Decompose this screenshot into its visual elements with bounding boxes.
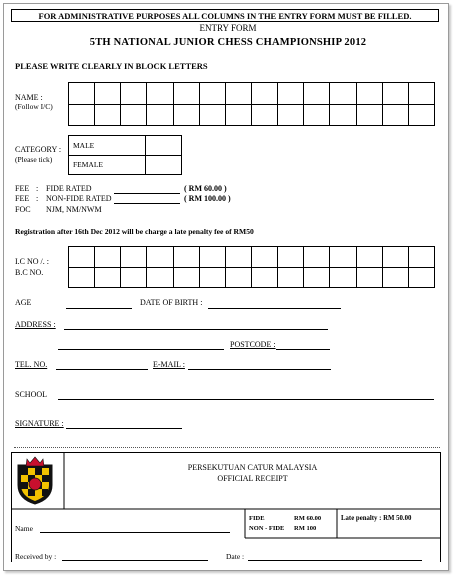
bc-no-label: B.C NO. bbox=[15, 268, 44, 277]
admin-notice: FOR ADMINISTRATIVE PURPOSES ALL COLUMNS IN THE ENTRY FORM MUST BE FILLED. bbox=[11, 9, 439, 22]
block-letters-instruction: PLEASE WRITE CLEARLY IN BLOCK LETTERS bbox=[15, 61, 208, 71]
ic-digit-cell[interactable] bbox=[251, 247, 277, 268]
ic-digit-cell[interactable] bbox=[304, 247, 330, 268]
ic-digit-cell[interactable] bbox=[69, 247, 95, 268]
ic-digit-cell[interactable] bbox=[173, 267, 199, 288]
name-letter-cell[interactable] bbox=[121, 104, 147, 126]
ic-digit-cell[interactable] bbox=[382, 247, 408, 268]
category-option-female: FEMALE bbox=[69, 155, 146, 175]
name-letter-cell[interactable] bbox=[304, 104, 330, 126]
dob-label: DATE OF BIRTH : bbox=[140, 298, 203, 307]
name-letter-cell[interactable] bbox=[199, 104, 225, 126]
form-title: ENTRY FORM bbox=[199, 23, 257, 33]
name-letter-cell[interactable] bbox=[278, 104, 304, 126]
ic-digit-cell[interactable] bbox=[251, 267, 277, 288]
address-line-1[interactable] bbox=[64, 329, 328, 330]
ic-digit-cell[interactable] bbox=[225, 267, 251, 288]
ic-digit-cell[interactable] bbox=[147, 267, 173, 288]
received-by-line[interactable] bbox=[62, 560, 208, 561]
age-line[interactable] bbox=[66, 308, 132, 309]
name-grid[interactable] bbox=[68, 82, 435, 126]
name-letter-cell[interactable] bbox=[356, 104, 382, 126]
age-label: AGE bbox=[15, 298, 32, 307]
name-letter-cell[interactable] bbox=[69, 104, 95, 126]
non-fide-rated-line[interactable] bbox=[114, 203, 180, 204]
ic-digit-cell[interactable] bbox=[304, 267, 330, 288]
non-fide-rated-price: ( RM 100.00 ) bbox=[184, 194, 231, 203]
name-letter-cell[interactable] bbox=[121, 83, 147, 105]
address-line-2[interactable] bbox=[58, 349, 224, 350]
name-letter-cell[interactable] bbox=[382, 83, 408, 105]
ic-digit-cell[interactable] bbox=[278, 267, 304, 288]
school-line[interactable] bbox=[58, 399, 434, 400]
category-sub-label: (Please tick) bbox=[15, 155, 53, 164]
ic-digit-cell[interactable] bbox=[147, 247, 173, 268]
school-label: SCHOOL bbox=[15, 390, 48, 399]
ic-digit-cell[interactable] bbox=[278, 247, 304, 268]
receipt-late-penalty: Late penalty : RM 50.00 bbox=[341, 515, 412, 522]
ic-digit-cell[interactable] bbox=[356, 267, 382, 288]
name-letter-cell[interactable] bbox=[408, 83, 434, 105]
receipt-nonfide-label: NON - FIDE bbox=[249, 525, 285, 532]
ic-digit-cell[interactable] bbox=[199, 247, 225, 268]
entry-form-page: FOR ADMINISTRATIVE PURPOSES ALL COLUMNS IN THE ENTRY FORM MUST BE FILLED. ENTRY FORM 5TH NATIONAL JUNIOR CHESS CHAMPIONSHIP 2012 PLEASE WRITE CLEARLY IN BLOCK LETTERS NAME : (Follow I/C) CATEGORY : (Please tick) MALE FEMALE FEE : FIDE RATED ( RM 60.00 ) FEE : NON-FIDE RATED ( RM 100.00 ) FOC NJM, NM/NWM Registration after 16th Dec 2012 will be charge a late penalty fee of RM50 I.C NO /. : B.C NO. AGE DATE OF BIRTH : ADDRESS : POSTCODE : TEL. NO. E-MAIL : SCHOOL SIGNATURE : PERSEKUTUAN CATUR MALAYSIA OFFICIAL RECEIPT Name FIDE RM 60.00 NON - FIDE RM 100 Late penalty : RM 50.00 Received by : Date : bbox=[0, 0, 456, 576]
foc-value: NJM, NM/NWM bbox=[46, 205, 102, 214]
receipt-title: OFFICIAL RECEIPT bbox=[217, 474, 288, 483]
event-title: 5TH NATIONAL JUNIOR CHESS CHAMPIONSHIP 2012 bbox=[89, 37, 367, 48]
name-letter-cell[interactable] bbox=[225, 83, 251, 105]
name-letter-cell[interactable] bbox=[69, 83, 95, 105]
fee-label-1: FEE bbox=[15, 184, 30, 193]
name-sub-label: (Follow I/C) bbox=[15, 102, 53, 111]
tel-line[interactable] bbox=[56, 369, 148, 370]
receipt-org: PERSEKUTUAN CATUR MALAYSIA bbox=[187, 463, 318, 472]
ic-digit-cell[interactable] bbox=[95, 267, 121, 288]
female-tick-box[interactable] bbox=[146, 155, 182, 175]
name-letter-cell[interactable] bbox=[278, 83, 304, 105]
name-letter-cell[interactable] bbox=[251, 104, 277, 126]
ic-digit-cell[interactable] bbox=[69, 267, 95, 288]
name-letter-cell[interactable] bbox=[251, 83, 277, 105]
name-letter-cell[interactable] bbox=[147, 83, 173, 105]
signature-line[interactable] bbox=[66, 428, 182, 429]
name-letter-cell[interactable] bbox=[95, 104, 121, 126]
name-letter-cell[interactable] bbox=[147, 104, 173, 126]
category-label: CATEGORY : bbox=[15, 145, 62, 154]
name-letter-cell[interactable] bbox=[199, 83, 225, 105]
ic-digit-cell[interactable] bbox=[408, 267, 434, 288]
postcode-label: POSTCODE : bbox=[230, 340, 276, 349]
ic-grid[interactable] bbox=[68, 246, 435, 288]
address-label: ADDRESS : bbox=[15, 320, 56, 329]
non-fide-rated-label: NON-FIDE RATED bbox=[46, 194, 112, 203]
ic-digit-cell[interactable] bbox=[225, 247, 251, 268]
ic-digit-cell[interactable] bbox=[408, 247, 434, 268]
category-table bbox=[68, 135, 182, 175]
receipt-name-label: Name bbox=[15, 524, 33, 533]
name-letter-cell[interactable] bbox=[173, 83, 199, 105]
cut-line bbox=[14, 447, 440, 448]
name-letter-cell[interactable] bbox=[304, 83, 330, 105]
receipt-date-line[interactable] bbox=[248, 560, 422, 561]
signature-label: SIGNATURE : bbox=[15, 419, 64, 428]
fide-rated-price: ( RM 60.00 ) bbox=[184, 184, 227, 193]
name-letter-cell[interactable] bbox=[330, 83, 356, 105]
ic-digit-cell[interactable] bbox=[121, 267, 147, 288]
male-tick-box[interactable] bbox=[146, 136, 182, 156]
ic-digit-cell[interactable] bbox=[95, 247, 121, 268]
fee-label-2: FEE bbox=[15, 194, 30, 203]
name-label: NAME : bbox=[15, 93, 43, 102]
ic-no-label: I.C NO /. : bbox=[15, 257, 49, 266]
name-letter-cell[interactable] bbox=[356, 83, 382, 105]
receipt-nonfide-amount: RM 100 bbox=[294, 525, 317, 532]
foc-label: FOC bbox=[15, 205, 31, 214]
ic-digit-cell[interactable] bbox=[382, 267, 408, 288]
receipt-name-line[interactable] bbox=[40, 532, 230, 533]
name-letter-cell[interactable] bbox=[95, 83, 121, 105]
name-letter-cell[interactable] bbox=[382, 104, 408, 126]
received-by-label: Received by : bbox=[15, 552, 57, 561]
fide-rated-line[interactable] bbox=[114, 193, 180, 194]
chess-federation-logo bbox=[14, 455, 56, 505]
email-label: E-MAIL : bbox=[153, 360, 185, 369]
fide-rated-label: FIDE RATED bbox=[46, 184, 92, 193]
ic-digit-cell[interactable] bbox=[121, 247, 147, 268]
category-option-male: MALE bbox=[69, 136, 146, 156]
receipt-fide-label: FIDE bbox=[249, 515, 265, 522]
name-letter-cell[interactable] bbox=[225, 104, 251, 126]
late-penalty-notice: Registration after 16th Dec 2012 will be charge a late penalty fee of RM50 bbox=[15, 227, 254, 236]
receipt-fide-amount: RM 60.00 bbox=[294, 515, 322, 522]
ic-digit-cell[interactable] bbox=[330, 267, 356, 288]
ic-digit-cell[interactable] bbox=[330, 247, 356, 268]
name-letter-cell[interactable] bbox=[330, 104, 356, 126]
ic-digit-cell[interactable] bbox=[173, 247, 199, 268]
name-letter-cell[interactable] bbox=[173, 104, 199, 126]
postcode-line[interactable] bbox=[276, 349, 330, 350]
ic-digit-cell[interactable] bbox=[199, 267, 225, 288]
name-letter-cell[interactable] bbox=[408, 104, 434, 126]
email-line[interactable] bbox=[188, 369, 331, 370]
ic-digit-cell[interactable] bbox=[356, 247, 382, 268]
tel-label: TEL. NO. bbox=[15, 360, 48, 369]
receipt-date-label: Date : bbox=[226, 552, 245, 561]
dob-line[interactable] bbox=[208, 308, 341, 309]
